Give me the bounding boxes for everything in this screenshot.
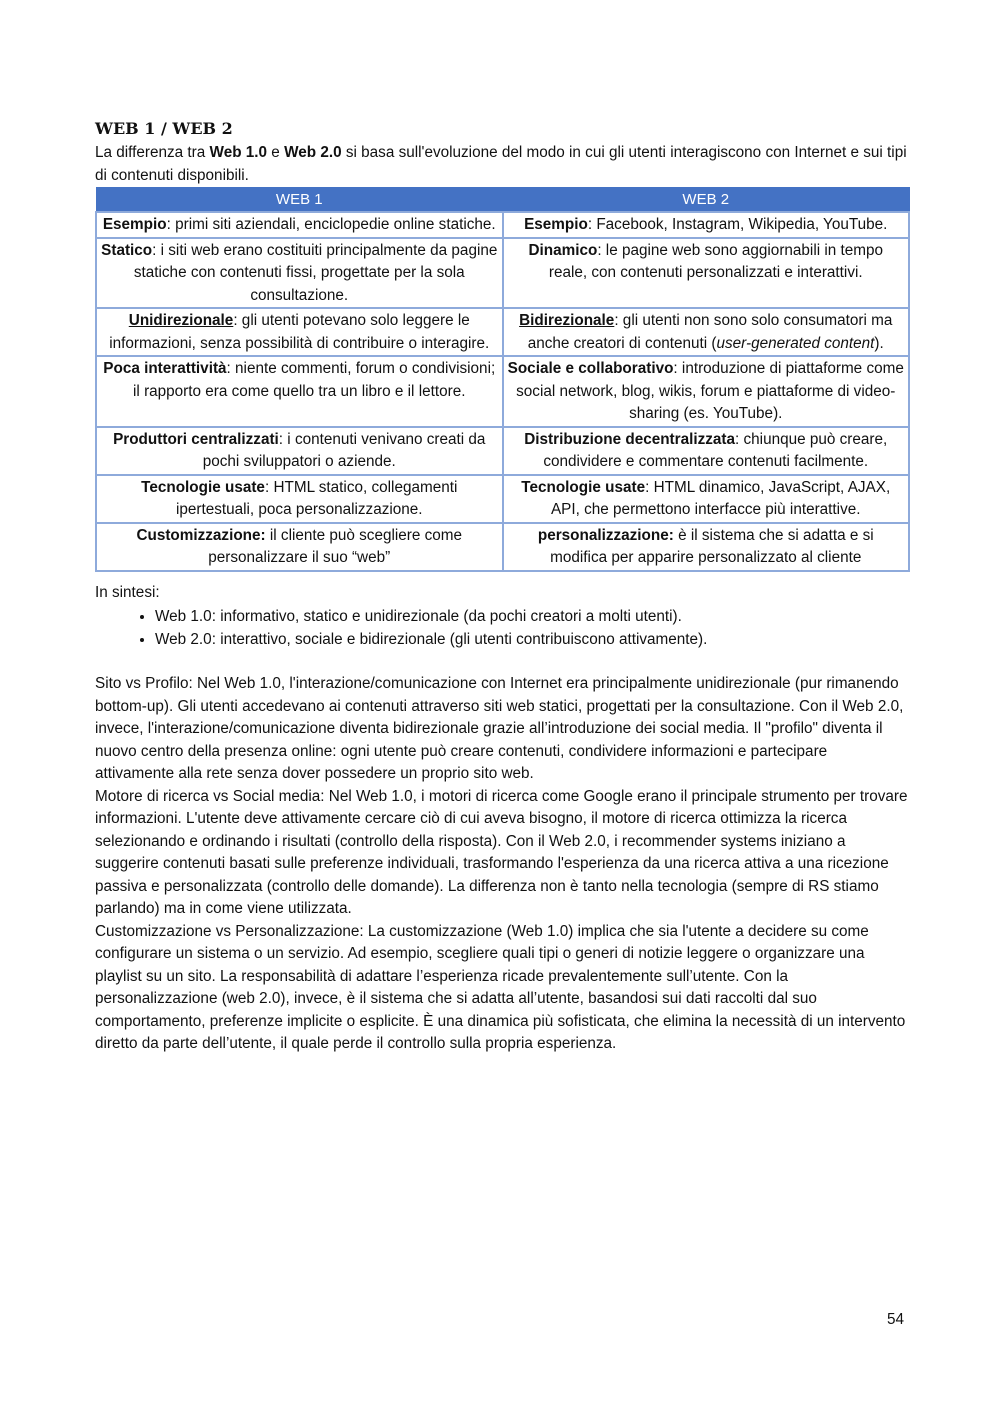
cell-label: Customizzazione: — [136, 526, 266, 544]
table-row — [96, 427, 909, 475]
cell-text: : niente commenti, forum o condivisioni; il rapporto era come quello tra un libro e il lettore. — [133, 360, 496, 400]
table-row — [96, 475, 909, 523]
cell-text: : gli utenti non sono solo consumatori ma anche creatori di contenuti ( — [527, 312, 893, 352]
cell-label: Unidirezionale — [128, 312, 234, 329]
cell-web2 — [503, 212, 910, 238]
paragraph-sito-profilo: Sito vs Profilo: Nel Web 1.0, l'interazione/comunicazione con Internet era principalmente unidirezionale (pur rimanendo bottom-up). Gli utenti accedevano ai contenuti attraverso siti web statici, progettati per la consultazione. Con il Web 2.0, invece, l'interazione/comunicazione diventa bidirezionale grazie all’introduzione dei social media. Il "profilo" diventa il nuovo centro della presenza online: ogni utente può creare contenuti, condividere informazioni e partecipare attivamente alla rete senza dover possedere un proprio sito web. — [95, 675, 904, 782]
cell-text: : i siti web erano costituiti principalmente da pagine statiche con contenuti fissi, progettate per la sola consultazione. — [133, 241, 498, 304]
cell-web2 — [503, 238, 910, 309]
cell-label: Bidirezionale — [519, 312, 615, 329]
cell-web1 — [96, 308, 503, 356]
summary-list — [95, 606, 910, 651]
cell-text: : HTML dinamico, JavaScript, AJAX, API, che permettono interfacce più interattive. — [550, 478, 891, 518]
cell-web2 — [503, 475, 910, 523]
intro-bold-web2: Web 2.0 — [284, 144, 342, 161]
cell-label: Distribuzione decentralizzata — [524, 430, 736, 448]
table-row — [96, 238, 909, 309]
cell-label: Statico — [101, 241, 153, 259]
cell-web1 — [96, 523, 503, 571]
table-row — [96, 212, 909, 238]
cell-text: : gli utenti potevano solo leggere le informazioni, senza possibilità di contribuire o interagire. — [109, 312, 490, 352]
cell-text: il cliente può scegliere come personalizzare il suo “web” — [208, 526, 463, 566]
cell-italic-text: user-generated content — [716, 334, 875, 352]
cell-web1 — [96, 212, 503, 238]
cell-label: Esempio — [102, 216, 167, 233]
paragraph-customizzazione: Customizzazione vs Personalizzazione: La customizzazione (Web 1.0) implica che sia l'utente a decidere su come configurare un sistema o un servizio. Ad esempio, scegliere quali tipi o generi di notizie leggere o organizzare una playlist su un sito. La responsabilità di adattare l’esperienza ricade prevalentemente sull’utente. Con la personalizzazione (web 2.0), invece, è il sistema che si adatta all’utente, basandosi sui dati raccolti dal suo comportamento, preferenze implicite o esplicite. È una dinamica più sofisticata, che elimina la necessità di un intervento diretto da parte dell’utente, il quale perde il controllo sulla propria esperienza. — [95, 922, 906, 1052]
intro-text: e — [267, 144, 285, 161]
cell-text: ). — [874, 334, 884, 352]
cell-web2 — [503, 523, 910, 571]
header-web2: WEB 2 — [503, 188, 910, 213]
intro-bold-web1: Web 1.0 — [209, 144, 268, 161]
table-row — [96, 308, 909, 356]
comparison-table — [95, 187, 910, 572]
list-item: • Web 2.0: interattivo, sociale e bidirezionale (gli utenti contribuiscono attivamente). — [155, 629, 910, 652]
paragraph-motore-ricerca: Motore di ricerca vs Social media: Nel Web 1.0, i motori di ricerca come Google erano il principale strumento per trovare informazioni. L'utente deve attivamente cercare ciò di cui aveva bisogno, il motore di ricerca ottimizza la ricerca selezionando e ordinando i risultati (controllo della risposta). Con il Web 2.0, i recommender systems iniziano a suggerire contenuti basati sulle preferenze individuali, trasformando l'esperienza da una ricerca attiva a una ricezione passiva e personalizzata (controllo delle domande). La differenza non è tanto nella tecnologia (sempre di RS stiamo parlando) ma in come viene utilizzata. — [95, 787, 908, 917]
spacer — [95, 651, 910, 673]
cell-text: : HTML statico, collegamenti ipertestuali, poca personalizzazione. — [175, 478, 458, 518]
cell-label: Tecnologie usate — [141, 478, 265, 496]
intro-paragraph — [95, 142, 910, 187]
table-row — [96, 356, 909, 427]
cell-web1 — [96, 475, 503, 523]
intro-text: si basa sull'evoluzione del modo in cui gli utenti interagiscono con Internet e sui tipi di contenuti disponibili. — [95, 144, 907, 184]
table-row — [96, 523, 909, 571]
list-item: • Web 1.0: informativo, statico e unidirezionale (da pochi creatori a molti utenti). — [155, 606, 910, 629]
header-web1: WEB 1 — [96, 188, 503, 213]
cell-label: Poca interattività — [103, 360, 227, 377]
section-heading: WEB 1 / WEB 2 — [95, 119, 233, 138]
cell-web1 — [96, 238, 503, 309]
cell-web2 — [503, 356, 910, 427]
cell-label: Produttori centralizzati — [113, 430, 279, 448]
summary-label: In sintesi: — [95, 583, 160, 601]
cell-label: Sociale e collaborativo — [507, 360, 674, 377]
intro-text: La differenza tra — [95, 144, 210, 161]
cell-web2 — [503, 308, 910, 356]
cell-web1 — [96, 427, 503, 475]
cell-web2 — [503, 427, 910, 475]
cell-text: : i contenuti venivano creati da pochi sviluppatori o aziende. — [202, 430, 486, 470]
cell-text: : primi siti aziendali, enciclopedie online statiche. — [166, 216, 496, 233]
cell-label: Tecnologie usate — [521, 478, 646, 496]
cell-label: Dinamico — [528, 241, 598, 259]
table-header-row — [96, 188, 909, 213]
cell-text: : introduzione di piattaforme come social network, blog, wikis, forum e piattaforme di video-sharing (es. YouTube). — [516, 360, 904, 422]
cell-label: Esempio — [524, 216, 588, 233]
cell-text: : chiunque può creare, condividere e commentare contenuti facilmente. — [543, 430, 888, 470]
cell-web1 — [96, 356, 503, 427]
cell-text: : le pagine web sono aggiornabili in tempo reale, con contenuti personalizzati e interattivi. — [548, 241, 884, 281]
cell-text: : Facebook, Instagram, Wikipedia, YouTube. — [587, 216, 888, 233]
cell-text: è il sistema che si adatta e si modifica per apparire personalizzato al cliente — [550, 526, 874, 566]
cell-label: personalizzazione: — [537, 526, 674, 544]
page-number: 54 — [886, 1311, 904, 1328]
document-page — [95, 118, 910, 1056]
